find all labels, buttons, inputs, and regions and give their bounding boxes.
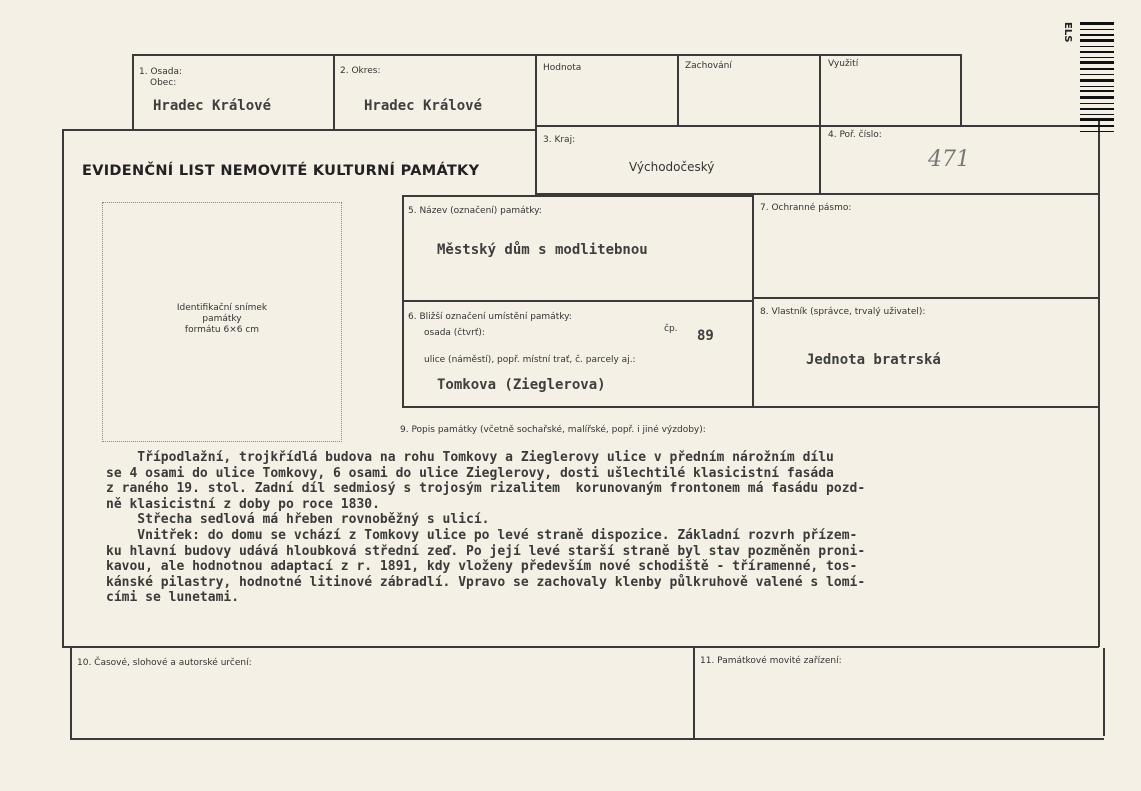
rule [402,300,753,302]
photo-label-line3: formátu 6×6 cm [184,325,260,335]
field9-label: 9. Popis památky (včetně sochařské, malířské, popř. i jiné výzdoby): [400,425,706,435]
rule [132,54,961,56]
rule [693,648,695,738]
field3-label: 3. Kraj: [543,135,576,145]
rule [62,129,536,131]
field4-label: 4. Poř. číslo: [828,130,882,140]
field6-value: Tomkova (Zieglerova) [437,377,606,393]
rule [62,646,1099,648]
rule [402,195,753,197]
field6-cp-label: čp. [664,324,678,334]
field5-value: Městský dům s modlitebnou [437,242,648,258]
rule [402,406,1099,408]
field6-label: 6. Bližší označení umístění památky: [408,312,572,322]
rule [70,738,1104,740]
field6-osada-label: osada (čtvrť): [424,328,485,338]
rule [402,195,404,408]
form-title: EVIDENČNÍ LIST NEMOVITÉ KULTURNÍ PAMÁTKY [82,163,480,179]
rule [70,648,72,740]
rule [752,297,1099,299]
rule [960,54,962,126]
rule [62,129,64,648]
field6-ulice-label: ulice (náměstí), popř. místní trať, č. parcely aj.: [424,355,636,365]
rule [535,125,1099,127]
field1-value: Hradec Králové [153,98,272,114]
field9-description: Třípodlažní, trojkřídlá budova na rohu Tomkovy a Zieglerovy ulice v předním nárožním dílu se 4 osami do ulice Tomkovy, 6 osami do ulice Zieglerovy, dosti ušlechtilé klasicistní fasáda z raného 19. stol. Zadní díl sedmiosý s trojosým rizalitem korunovaným frontonem má fasádu pozd- ně klasicistní z doby po roce 1830. Střecha sedlová má hřeben rovnoběžný s ulicí. Vnitřek: do domu se vchází z Tomkovy ulice po levé straně dispozice. Základní rozvrh přízem- ku hlavní budovy udává hloubková střední zeď. Po její levé starší straně byl stav pozměněn proni- kavou, ale hodnotnou adaptací z r. 1891, kdy vloženy především nové schodiště - tříramenné, tos- kánské pilastry, hodnotné litinové zábradlí. Vpravo se zachovaly klenby půlkruhově valené s lomí- cími se lunetami. [106,450,866,606]
vyuziti-label: Využití [828,59,859,69]
rule [132,54,134,130]
field1-label-obec: Obec: [150,78,177,88]
field5-label: 5. Název (označení) památky: [408,206,542,216]
field11-label: 11. Památkové movité zařízení: [700,656,842,666]
field8-label: 8. Vlastník (správce, trvalý uživatel): [760,307,926,317]
field3-value: Východočeský [629,160,715,174]
rule [1098,121,1100,647]
zachovani-label: Zachování [685,61,732,71]
photo-label-line2: památky [202,314,242,324]
rule [1103,648,1105,736]
field6-cp-value: 89 [697,328,714,344]
barcode [1080,22,1114,132]
hodnota-label: Hodnota [543,63,582,73]
field2-value: Hradec Králové [364,98,483,114]
field10-label: 10. Časové, slohové a autorské určení: [77,658,252,668]
photo-label-line1: Identifikační snímek [176,303,268,313]
field7-label: 7. Ochranné pásmo: [760,203,852,213]
field1-label-osada: 1. Osada: [139,67,182,77]
field4-handwritten-number: 471 [928,147,970,172]
rule [333,54,335,130]
field2-label: 2. Okres: [340,66,381,76]
field8-value: Jednota bratrská [806,352,941,368]
photo-placeholder [102,202,342,442]
barcode-label: ELS [1062,22,1073,43]
rule [677,54,679,126]
